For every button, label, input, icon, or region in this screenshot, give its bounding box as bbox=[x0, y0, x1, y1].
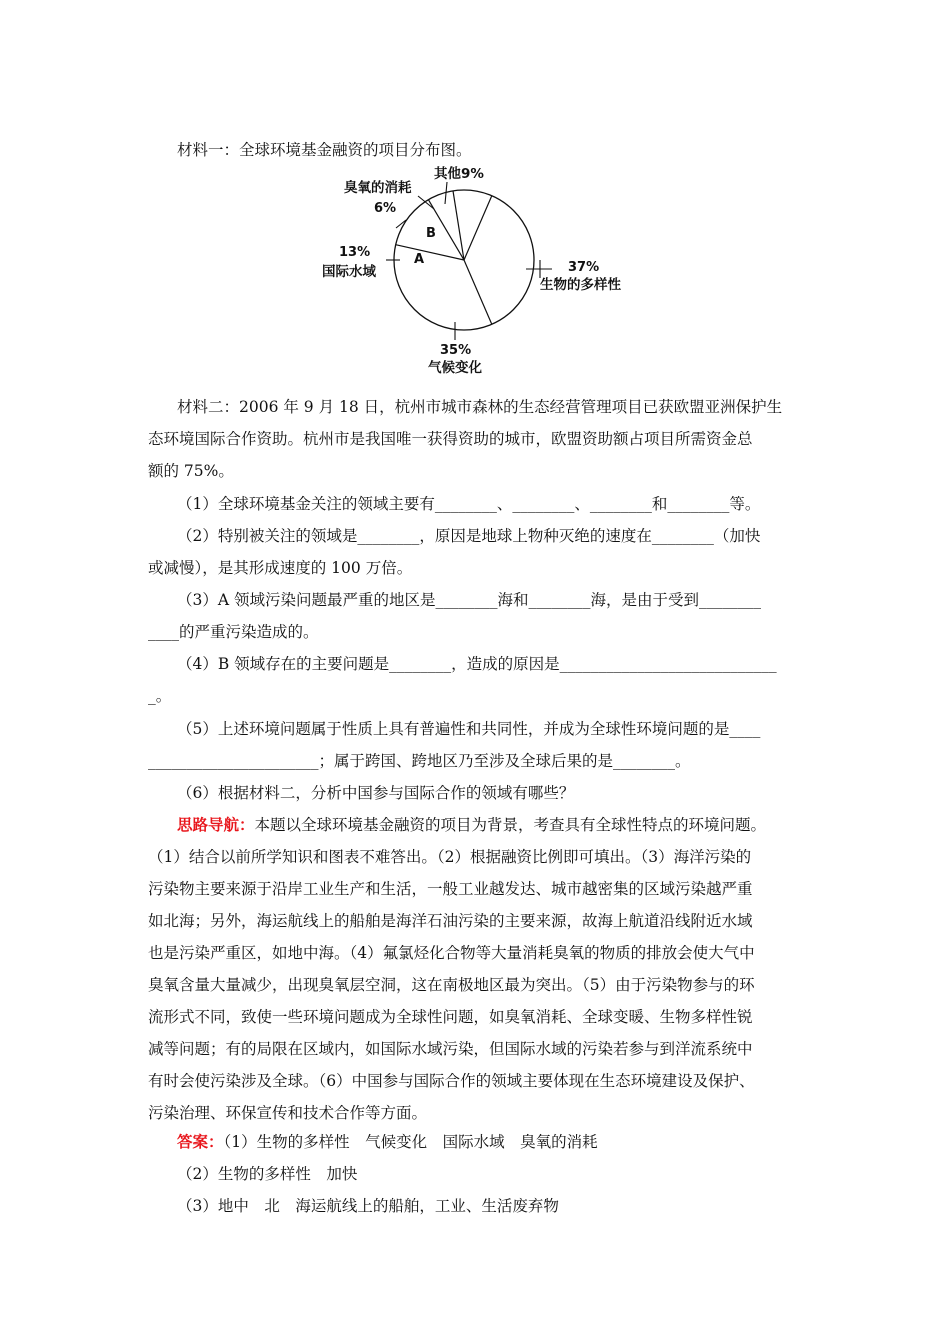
answer-2: （2）生物的多样性 加快 bbox=[177, 1165, 358, 1183]
slice-letter-b: B bbox=[426, 226, 436, 241]
answer-3: （3）地中 北 海运航线上的船舶，工业、生活废弃物 bbox=[177, 1197, 559, 1215]
answer-1: （1）生物的多样性 气候变化 国际水域 臭氧的消耗 bbox=[223, 1133, 598, 1151]
pie-boundary-3 bbox=[464, 260, 492, 324]
analysis-line-2: 污染物主要来源于沿岸工业生产和生活，一般工业越发达、城市越密集的区域污染越严重 bbox=[148, 880, 753, 898]
question-1: （1）全球环境基金关注的领域主要有________、________、________和________等。 bbox=[177, 495, 761, 513]
pie-chart bbox=[300, 160, 660, 382]
question-2-cont: 或减慢），是其形成速度的 100 万倍。 bbox=[148, 559, 413, 577]
label-climate-value: 35% bbox=[440, 343, 472, 358]
material1-title: 材料一：全球环境基金融资的项目分布图。 bbox=[177, 141, 472, 159]
label-other: 其他9% bbox=[434, 166, 484, 182]
analysis-line-9: 污染治理、环保宣传和技术合作等方面。 bbox=[148, 1104, 428, 1122]
question-6: （6）根据材料二，分析中国参与国际合作的领域有哪些？ bbox=[177, 784, 575, 802]
analysis-first-line bbox=[177, 815, 766, 835]
pie-boundary-2 bbox=[464, 196, 492, 260]
analysis-label: 思路导航： bbox=[177, 816, 255, 834]
label-water: 国际水域 bbox=[322, 264, 376, 280]
analysis-line-7: 减等问题；有的局限在区域内，如国际水域污染，但国际水域的污染若参与到洋流系统中 bbox=[148, 1040, 753, 1058]
label-ozone-value: 6% bbox=[374, 201, 397, 216]
pie-boundary-4 bbox=[396, 245, 464, 260]
material2-line-2: 态环境国际合作资助。杭州市是我国唯一获得资助的城市，欧盟资助额占项目所需资金总 bbox=[148, 430, 753, 448]
answer-label: 答案： bbox=[177, 1133, 224, 1151]
analysis-line-8: 有时会使污染涉及全球。（6）中国参与国际合作的领域主要体现在生态环境建设及保护、 bbox=[148, 1072, 755, 1090]
label-ozone: 臭氧的消耗 bbox=[344, 180, 412, 196]
question-4: （4）B 领域存在的主要问题是________，造成的原因是____________________________ bbox=[177, 655, 777, 673]
label-climate: 气候变化 bbox=[428, 360, 482, 376]
analysis-line-1: （1）结合以前所学知识和图表不难答出。（2）根据融资比例即可填出。（3）海洋污染的 bbox=[148, 848, 752, 866]
analysis-line-3: 如北海；另外，海运航线上的船舶是海洋石油污染的主要来源，故海上航道沿线附近水域 bbox=[148, 912, 753, 930]
question-5-cont: ______________________；属于跨国、跨地区乃至涉及全球后果的是________。 bbox=[148, 752, 691, 770]
question-5: （5）上述环境问题属于性质上具有普遍性和共同性，并成为全球性环境问题的是____ bbox=[177, 720, 761, 738]
slice-letter-a: A bbox=[414, 252, 425, 267]
answer-first-line bbox=[177, 1132, 598, 1152]
analysis-line-6: 流形式不同，致使一些环境问题成为全球性问题，如臭氧消耗、全球变暖、生物多样性锐 bbox=[148, 1008, 753, 1026]
analysis-intro: 本题以全球环境基金融资的项目为背景，考查具有全球性特点的环境问题。 bbox=[254, 816, 767, 834]
analysis-line-5: 臭氧含量大量减少，出现臭氧层空洞，这在南极地区最为突出。（5）由于污染物参与的环 bbox=[148, 976, 755, 994]
question-3-cont: ____的严重污染造成的。 bbox=[148, 623, 319, 641]
label-bio-value: 37% bbox=[568, 260, 600, 275]
question-3: （3）A 领域污染问题最严重的地区是________海和________海，是由于受到________ bbox=[177, 591, 761, 609]
material2-line-1: 材料二：2006 年 9 月 18 日，杭州市城市森林的生态经营管理项目已获欧盟亚洲保护生 bbox=[177, 398, 783, 416]
label-water-value: 13% bbox=[339, 245, 371, 260]
label-bio: 生物的多样性 bbox=[540, 277, 621, 293]
question-4-cont: _。 bbox=[148, 687, 172, 705]
material2-line-3: 额的 75%。 bbox=[148, 462, 234, 480]
analysis-line-4: 也是污染严重区，如地中海。（4）氟氯烃化合物等大量消耗臭氧的物质的排放会使大气中 bbox=[148, 944, 755, 962]
question-2: （2）特别被关注的领域是________，原因是地球上物种灭绝的速度在________（加快 bbox=[177, 527, 761, 545]
